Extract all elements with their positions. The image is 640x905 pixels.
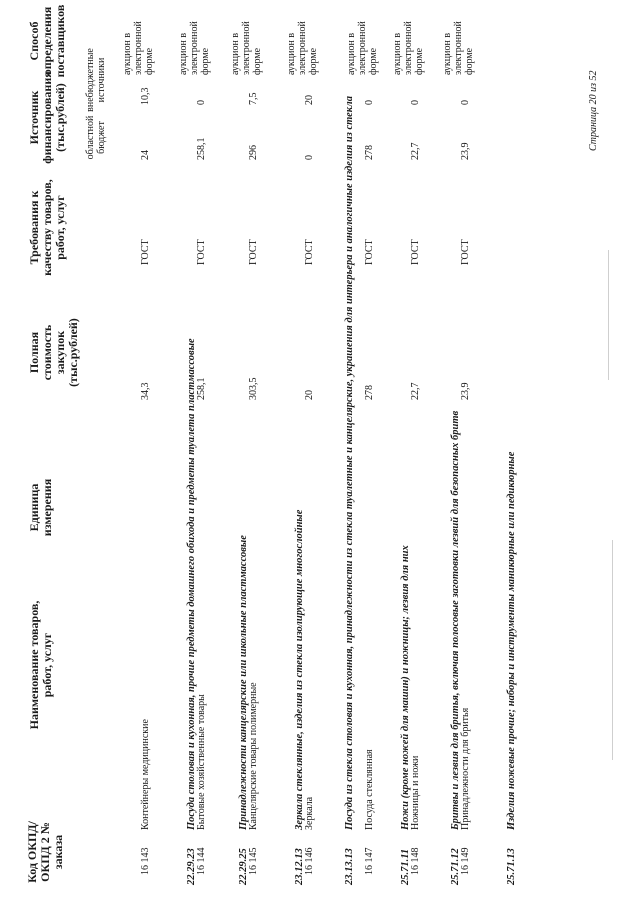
section-title: Принадлежности канцелярские или школьные пластмассовые [238,535,249,830]
header-method: Способ определения поставщиков [27,4,67,78]
row-cost: 22,7 [410,382,421,400]
row-quality: ГОСТ [364,239,375,265]
row-extrabudget: 7,5 [248,92,259,105]
scan-edge-line [612,540,613,760]
row-name: Контейнеры медицинские [140,719,151,830]
row-code: 16 144 [196,847,207,875]
section-title: Зеркала стеклянные, изделия из стекла изолирующие многослойные [294,509,305,830]
row-name: Зеркала [304,796,315,830]
row-method: аукцион в электронной форме [442,21,475,75]
row-name: Ножницы и ножи [410,755,421,830]
row-name: Посуда стеклянная [364,749,375,830]
row-code: 16 143 [140,847,151,875]
header-unit: Единица измерения [27,478,54,537]
row-cost: 278 [364,385,375,400]
header-funding-regional: областной бюджет [85,115,107,160]
section-title: Посуда столовая и кухонная, прочие предметы домашнего обихода и предметы туалета пластмассовые [186,338,197,830]
row-extrabudget: 0 [410,100,421,105]
row-cost: 303,5 [248,377,259,400]
row-method: аукцион в электронной форме [286,21,319,75]
row-regional-budget: 258,1 [196,137,207,160]
header-funding: Источник финансирования (тыс.рублей) [27,71,67,164]
header-name: Наименование товаров, работ, услуг [27,600,54,730]
row-regional-budget: 23,9 [460,142,471,160]
header-code: Код ОКПД/ ОКПД 2 № заказа [25,821,65,883]
section-code: 22.29.25 [238,848,249,885]
row-extrabudget: 0 [196,100,207,105]
row-quality: ГОСТ [460,239,471,265]
row-code: 16 146 [304,847,315,875]
row-quality: ГОСТ [304,239,315,265]
row-code: 16 148 [410,847,421,875]
row-cost: 34,3 [140,382,151,400]
row-quality: ГОСТ [410,239,421,265]
section-code: 23.12.13 [294,848,305,885]
row-extrabudget: 0 [460,100,471,105]
row-code: 16 147 [364,847,375,875]
row-regional-budget: 22,7 [410,142,421,160]
row-quality: ГОСТ [196,239,207,265]
row-extrabudget: 20 [304,95,315,105]
row-regional-budget: 24 [140,150,151,160]
row-extrabudget: 0 [364,100,375,105]
row-cost: 20 [304,390,315,400]
section-title: Посуда из стекла столовая и кухонная, принадлежности из стекла туалетные и канцелярские, украшения для интерьера и аналогичные изделия из стекла [344,96,355,830]
section-code: 22.29.23 [186,848,197,885]
row-code: 16 145 [248,847,259,875]
header-funding-extrabudget: внебюджетные источники [85,48,107,112]
row-regional-budget: 0 [304,155,315,160]
row-name: Бытовые хозяйственные товары [196,694,207,830]
page-footer: Страница 20 из 52 [588,70,599,151]
section-title: Ножи (кроме ножей для машин) и ножницы; лезвия для них [400,545,411,830]
row-code: 16 149 [460,847,471,875]
header-cost: Полная стоимость закупок (тыс.рублей) [27,318,80,387]
row-cost: 258,1 [196,377,207,400]
row-regional-budget: 278 [364,145,375,160]
section-title: Изделия ножевые прочие; наборы и инструменты маникюрные или педикюрные [506,451,517,830]
section-code: 25.71.12 [450,848,461,885]
row-method: аукцион в электронной форме [230,21,263,75]
row-quality: ГОСТ [140,239,151,265]
scan-edge-line [608,250,609,380]
row-name: Канцелярские товары полимерные [248,682,259,830]
section-code: 25.71.11 [400,848,411,885]
header-quality: Требования к качеству товаров, работ, услуг [27,179,67,276]
row-method: аукцион в электронной форме [178,21,211,75]
row-quality: ГОСТ [248,239,259,265]
row-name: Принадлежности для бритья [460,707,471,830]
row-cost: 23,9 [460,382,471,400]
row-method: аукцион в электронной форме [346,21,379,75]
section-title: Бритвы и лезвия для бритья, включая полосовые заготовки лезвий для безопасных бритв [450,410,461,830]
section-code: 25.71.13 [506,848,517,885]
row-regional-budget: 296 [248,145,259,160]
row-extrabudget: 10,3 [140,87,151,105]
row-method: аукцион в электронной форме [392,21,425,75]
row-method: аукцион в электронной форме [122,21,155,75]
section-code: 23.13.13 [344,848,355,885]
